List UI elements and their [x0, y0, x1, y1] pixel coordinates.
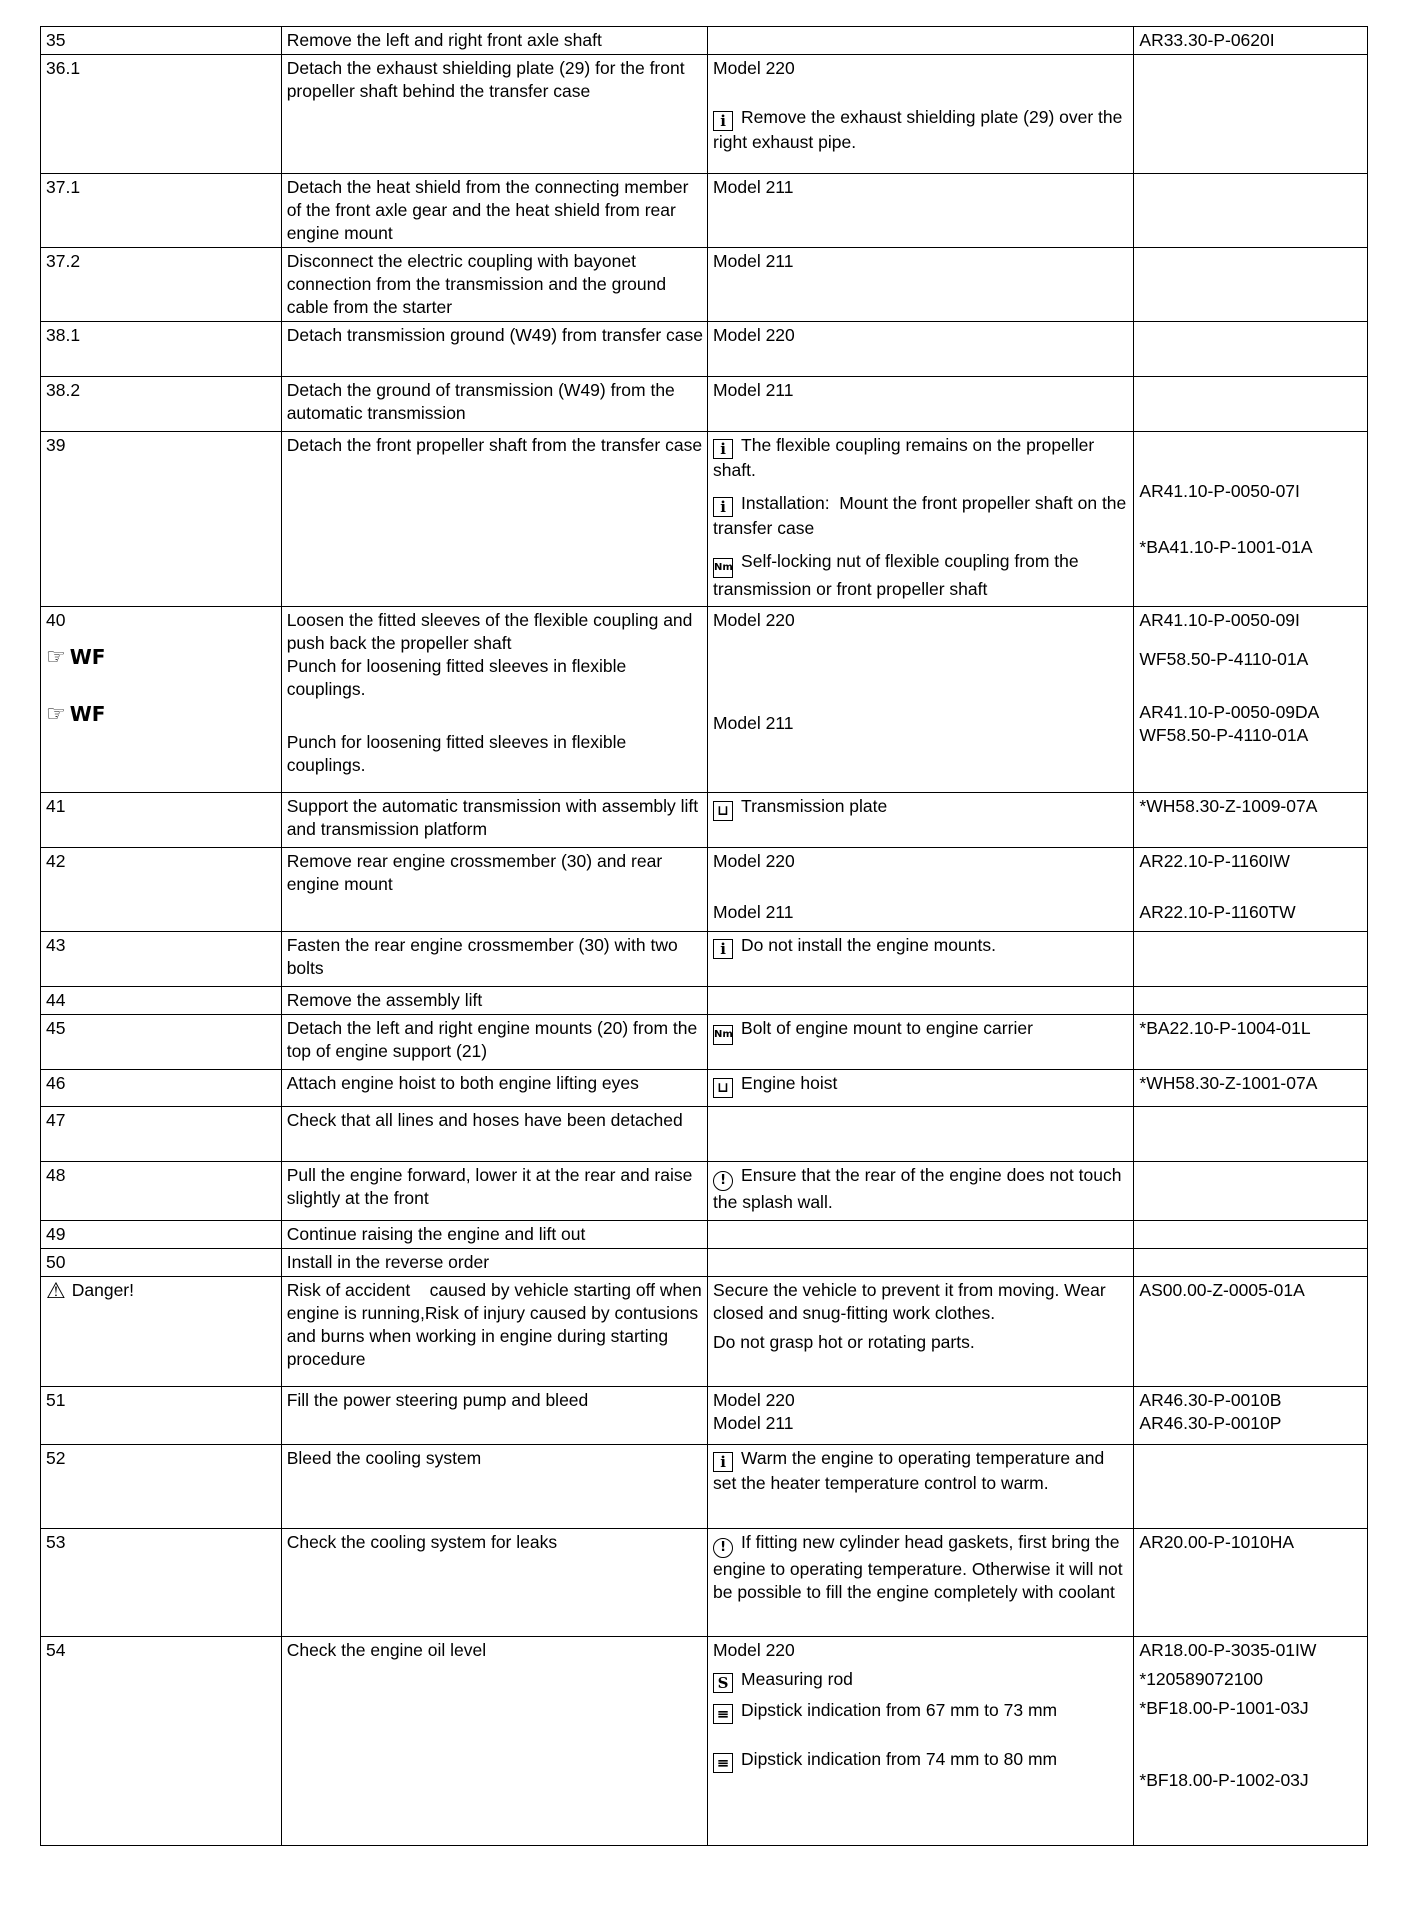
ref-cell[interactable]	[1134, 27, 1368, 55]
action-cell: Remove the left and right front axle shaft	[281, 27, 707, 55]
danger-label: Danger!	[71, 1280, 134, 1300]
ref-cell	[1134, 174, 1368, 248]
spec-note: Dipstick indication from 67 mm to 73 mm	[741, 1700, 1058, 1720]
ref-cell	[1134, 607, 1368, 793]
ref-link[interactable]: *BA41.10-P-1001-01A	[1139, 537, 1313, 557]
torque-icon: Nm	[713, 558, 733, 578]
info-note: The flexible coupling remains on the propeller shaft.	[713, 435, 1100, 480]
action-cell: Fasten the rear engine crossmember (30) with two bolts	[281, 932, 707, 987]
action-cell: Detach transmission ground (W49) from transfer case	[281, 322, 707, 377]
ref-link[interactable]: AR20.00-P-1010HA	[1139, 1532, 1295, 1552]
table-row	[41, 248, 1368, 322]
action-cell: Detach the heat shield from the connecting member of the front axle gear and the heat shield from rear engine mount	[281, 174, 707, 248]
safety-note: Secure the vehicle to prevent it from moving. Wear closed and snug-fitting work clothes.	[713, 1280, 1111, 1323]
info-cell	[708, 432, 1134, 607]
info-cell	[708, 27, 1134, 55]
ref-cell	[1134, 1162, 1368, 1221]
step-cell: 54	[41, 1637, 282, 1846]
tool-note: Transmission plate	[741, 796, 888, 816]
action-cell: Install in the reverse order	[281, 1249, 707, 1277]
info-cell: Model 211	[708, 248, 1134, 322]
table-row	[41, 432, 1368, 607]
table-row	[41, 1249, 1368, 1277]
tool-action-text: Punch for loosening fitted sleeves in flexible couplings.	[286, 656, 632, 699]
tool-icon: ⊔	[713, 801, 733, 821]
table-row	[41, 1277, 1368, 1387]
step-cell: 35	[41, 27, 282, 55]
caution-icon: !	[713, 1171, 733, 1191]
ref-cell	[1134, 55, 1368, 174]
model-note: Model 220	[713, 1390, 795, 1410]
caution-icon: !	[713, 1538, 733, 1558]
model-note: Model 211	[713, 1413, 794, 1433]
ref-link[interactable]: *120589072100	[1139, 1669, 1263, 1689]
procedure-table	[40, 26, 1368, 1846]
ref-link[interactable]: WF58.50-P-4110-01A	[1139, 649, 1309, 669]
model-note: Model 211	[713, 902, 794, 922]
table-row	[41, 1070, 1368, 1107]
ref-cell	[1134, 1637, 1368, 1846]
info-cell: Model 220	[708, 322, 1134, 377]
step-cell: 43	[41, 932, 282, 987]
info-icon: i	[713, 1452, 733, 1472]
model-note: Model 220	[713, 1640, 795, 1660]
workshop-tool-marker: ☞ WF	[46, 702, 106, 727]
step-cell: 37.2	[41, 248, 282, 322]
action-cell: Detach the left and right engine mounts (20) from the top of engine support (21)	[281, 1015, 707, 1070]
info-cell	[708, 1637, 1134, 1846]
tool-note: Measuring rod	[741, 1669, 853, 1689]
info-cell	[708, 607, 1134, 793]
ref-cell	[1134, 1249, 1368, 1277]
info-cell	[708, 848, 1134, 932]
action-cell: Continue raising the engine and lift out	[281, 1221, 707, 1249]
spec-icon: ≡	[713, 1753, 733, 1773]
step-cell: 52	[41, 1445, 282, 1529]
action-cell: Detach the ground of transmission (W49) from the automatic transmission	[281, 377, 707, 432]
torque-icon: Nm	[713, 1025, 733, 1045]
spec-icon: ≡	[713, 1704, 733, 1724]
ref-link[interactable]: AR46.30-P-0010B	[1139, 1390, 1282, 1410]
pointing-hand-icon: ☞	[46, 645, 66, 670]
action-text: Loosen the fitted sleeves of the flexible coupling and push back the propeller shaft	[286, 610, 698, 653]
info-note: Installation: Mount the front propeller shaft on the transfer case	[713, 493, 1132, 538]
info-cell	[708, 987, 1134, 1015]
step-cell: 38.2	[41, 377, 282, 432]
table-row	[41, 55, 1368, 174]
table-row	[41, 1221, 1368, 1249]
step-cell: 45	[41, 1015, 282, 1070]
info-cell	[708, 1162, 1134, 1221]
table-row	[41, 1529, 1368, 1637]
pointing-hand-icon: ☞	[46, 702, 66, 727]
ref-cell	[1134, 932, 1368, 987]
ref-cell	[1134, 248, 1368, 322]
table-row	[41, 1162, 1368, 1221]
ref-link[interactable]: AR22.10-P-1160IW	[1139, 851, 1290, 871]
ref-link[interactable]: AS00.00-Z-0005-01A	[1139, 1280, 1305, 1300]
ref-link[interactable]: AR41.10-P-0050-09I	[1139, 610, 1300, 630]
action-cell: Risk of accident caused by vehicle starting off when engine is running,Risk of injury caused by contusions and burns when working in engine during starting procedure	[281, 1277, 707, 1387]
info-cell	[708, 1529, 1134, 1637]
info-cell	[708, 1387, 1134, 1445]
ref-link[interactable]: AR41.10-P-0050-07I	[1139, 481, 1300, 501]
action-cell: Bleed the cooling system	[281, 1445, 707, 1529]
table-row	[41, 377, 1368, 432]
step-cell: 51	[41, 1387, 282, 1445]
ref-cell	[1134, 1070, 1368, 1107]
table-row	[41, 1015, 1368, 1070]
ref-link[interactable]: AR18.00-P-3035-01IW	[1139, 1640, 1317, 1660]
ref-link[interactable]: *BF18.00-P-1002-03J	[1139, 1770, 1309, 1790]
action-cell: Disconnect the electric coupling with bayonet connection from the transmission and the ground cable from the starter	[281, 248, 707, 322]
ref-cell	[1134, 377, 1368, 432]
torque-note: Bolt of engine mount to engine carrier	[741, 1018, 1033, 1038]
ref-cell	[1134, 848, 1368, 932]
table-row	[41, 174, 1368, 248]
ref-cell	[1134, 1445, 1368, 1529]
step-cell: 44	[41, 987, 282, 1015]
info-cell	[708, 1070, 1134, 1107]
action-cell: Detach the front propeller shaft from the transfer case	[281, 432, 707, 607]
tool-icon: ⊔	[713, 1078, 733, 1098]
action-cell: Fill the power steering pump and bleed	[281, 1387, 707, 1445]
step-cell: 48	[41, 1162, 282, 1221]
info-cell	[708, 1107, 1134, 1162]
ref-link[interactable]: WF58.50-P-4110-01A	[1139, 725, 1309, 745]
ref-cell	[1134, 1529, 1368, 1637]
info-cell: Model 211	[708, 377, 1134, 432]
caution-note: If fitting new cylinder head gaskets, first bring the engine to operating temperature. Otherwise it will not be possible to fill the engine completely with coolant	[713, 1532, 1128, 1602]
workshop-tool-marker: ☞ WF	[46, 645, 106, 670]
info-icon: i	[713, 497, 733, 517]
table-row	[41, 1387, 1368, 1445]
table-row	[41, 1445, 1368, 1529]
step-number: 40	[46, 610, 66, 630]
table-row	[41, 1637, 1368, 1846]
info-cell	[708, 793, 1134, 848]
ref-cell	[1134, 1277, 1368, 1387]
table-row	[41, 932, 1368, 987]
model-note: Model 220	[713, 58, 795, 78]
step-cell: 50	[41, 1249, 282, 1277]
safety-note: Do not grasp hot or rotating parts.	[713, 1332, 975, 1352]
ref-link[interactable]: AR41.10-P-0050-09DA	[1139, 702, 1320, 722]
model-note: Model 220	[713, 610, 795, 630]
table-row	[41, 848, 1368, 932]
table-row	[41, 27, 1368, 55]
step-cell: 39	[41, 432, 282, 607]
action-cell: Attach engine hoist to both engine lifting eyes	[281, 1070, 707, 1107]
info-icon: i	[713, 111, 733, 131]
info-icon: i	[713, 439, 733, 459]
table-row	[41, 987, 1368, 1015]
ref-link[interactable]: AR22.10-P-1160TW	[1139, 902, 1296, 922]
step-cell	[41, 607, 282, 793]
step-cell: 37.1	[41, 174, 282, 248]
info-cell	[708, 932, 1134, 987]
action-cell: Remove rear engine crossmember (30) and rear engine mount	[281, 848, 707, 932]
ref-cell	[1134, 1387, 1368, 1445]
step-cell: 53	[41, 1529, 282, 1637]
torque-note: Self-locking nut of flexible coupling from the transmission or front propeller shaft	[713, 551, 1084, 599]
caution-note: Ensure that the rear of the engine does not touch the splash wall.	[713, 1165, 1127, 1212]
info-cell	[708, 1445, 1134, 1529]
step-cell: 47	[41, 1107, 282, 1162]
table-row	[41, 793, 1368, 848]
action-cell	[281, 607, 707, 793]
info-cell	[708, 55, 1134, 174]
model-note: Model 211	[713, 713, 794, 733]
ref-link[interactable]: *WH58.30-Z-1001-07A	[1139, 1073, 1318, 1093]
step-cell: 42	[41, 848, 282, 932]
info-cell	[708, 1221, 1134, 1249]
step-cell: 36.1	[41, 55, 282, 174]
warning-triangle-icon: ⚠	[46, 1278, 66, 1303]
step-cell: 49	[41, 1221, 282, 1249]
action-cell: Pull the engine forward, lower it at the rear and raise slightly at the front	[281, 1162, 707, 1221]
action-cell: Check that all lines and hoses have been detached	[281, 1107, 707, 1162]
action-cell: Check the engine oil level	[281, 1637, 707, 1846]
model-note: Model 220	[713, 851, 795, 871]
ref-link[interactable]: *WH58.30-Z-1009-07A	[1139, 796, 1318, 816]
info-cell	[708, 1277, 1134, 1387]
ref-cell	[1134, 1015, 1368, 1070]
table-row	[41, 1107, 1368, 1162]
info-icon: i	[713, 939, 733, 959]
action-cell: Support the automatic transmission with assembly lift and transmission platform	[281, 793, 707, 848]
table-row	[41, 607, 1368, 793]
ref-cell	[1134, 987, 1368, 1015]
tool-note: Engine hoist	[741, 1073, 838, 1093]
tool-action-text: Punch for loosening fitted sleeves in flexible couplings.	[286, 732, 632, 775]
action-cell: Remove the assembly lift	[281, 987, 707, 1015]
action-cell: Detach the exhaust shielding plate (29) for the front propeller shaft behind the transfer case	[281, 55, 707, 174]
special-tool-icon: S	[713, 1673, 733, 1693]
step-cell: 38.1	[41, 322, 282, 377]
ref-cell	[1134, 793, 1368, 848]
ref-link[interactable]: *BA22.10-P-1004-01L	[1139, 1018, 1311, 1038]
step-cell: 46	[41, 1070, 282, 1107]
step-cell: 41	[41, 793, 282, 848]
info-cell: Model 211	[708, 174, 1134, 248]
ref-cell	[1134, 322, 1368, 377]
info-cell	[708, 1015, 1134, 1070]
ref-cell	[1134, 432, 1368, 607]
spec-note: Dipstick indication from 74 mm to 80 mm	[741, 1749, 1058, 1769]
step-cell	[41, 1277, 282, 1387]
ref-cell	[1134, 1221, 1368, 1249]
table-row	[41, 322, 1368, 377]
info-note: Warm the engine to operating temperature and set the heater temperature control to warm.	[713, 1448, 1110, 1493]
ref-cell	[1134, 1107, 1368, 1162]
ref-link[interactable]: AR46.30-P-0010P	[1139, 1413, 1282, 1433]
info-note: Remove the exhaust shielding plate (29) over the right exhaust pipe.	[713, 107, 1128, 152]
info-cell	[708, 1249, 1134, 1277]
info-note: Do not install the engine mounts.	[741, 935, 996, 955]
ref-link[interactable]: *BF18.00-P-1001-03J	[1139, 1698, 1309, 1718]
action-cell: Check the cooling system for leaks	[281, 1529, 707, 1637]
ref-link[interactable]: AR33.30-P-0620I	[1139, 30, 1275, 50]
